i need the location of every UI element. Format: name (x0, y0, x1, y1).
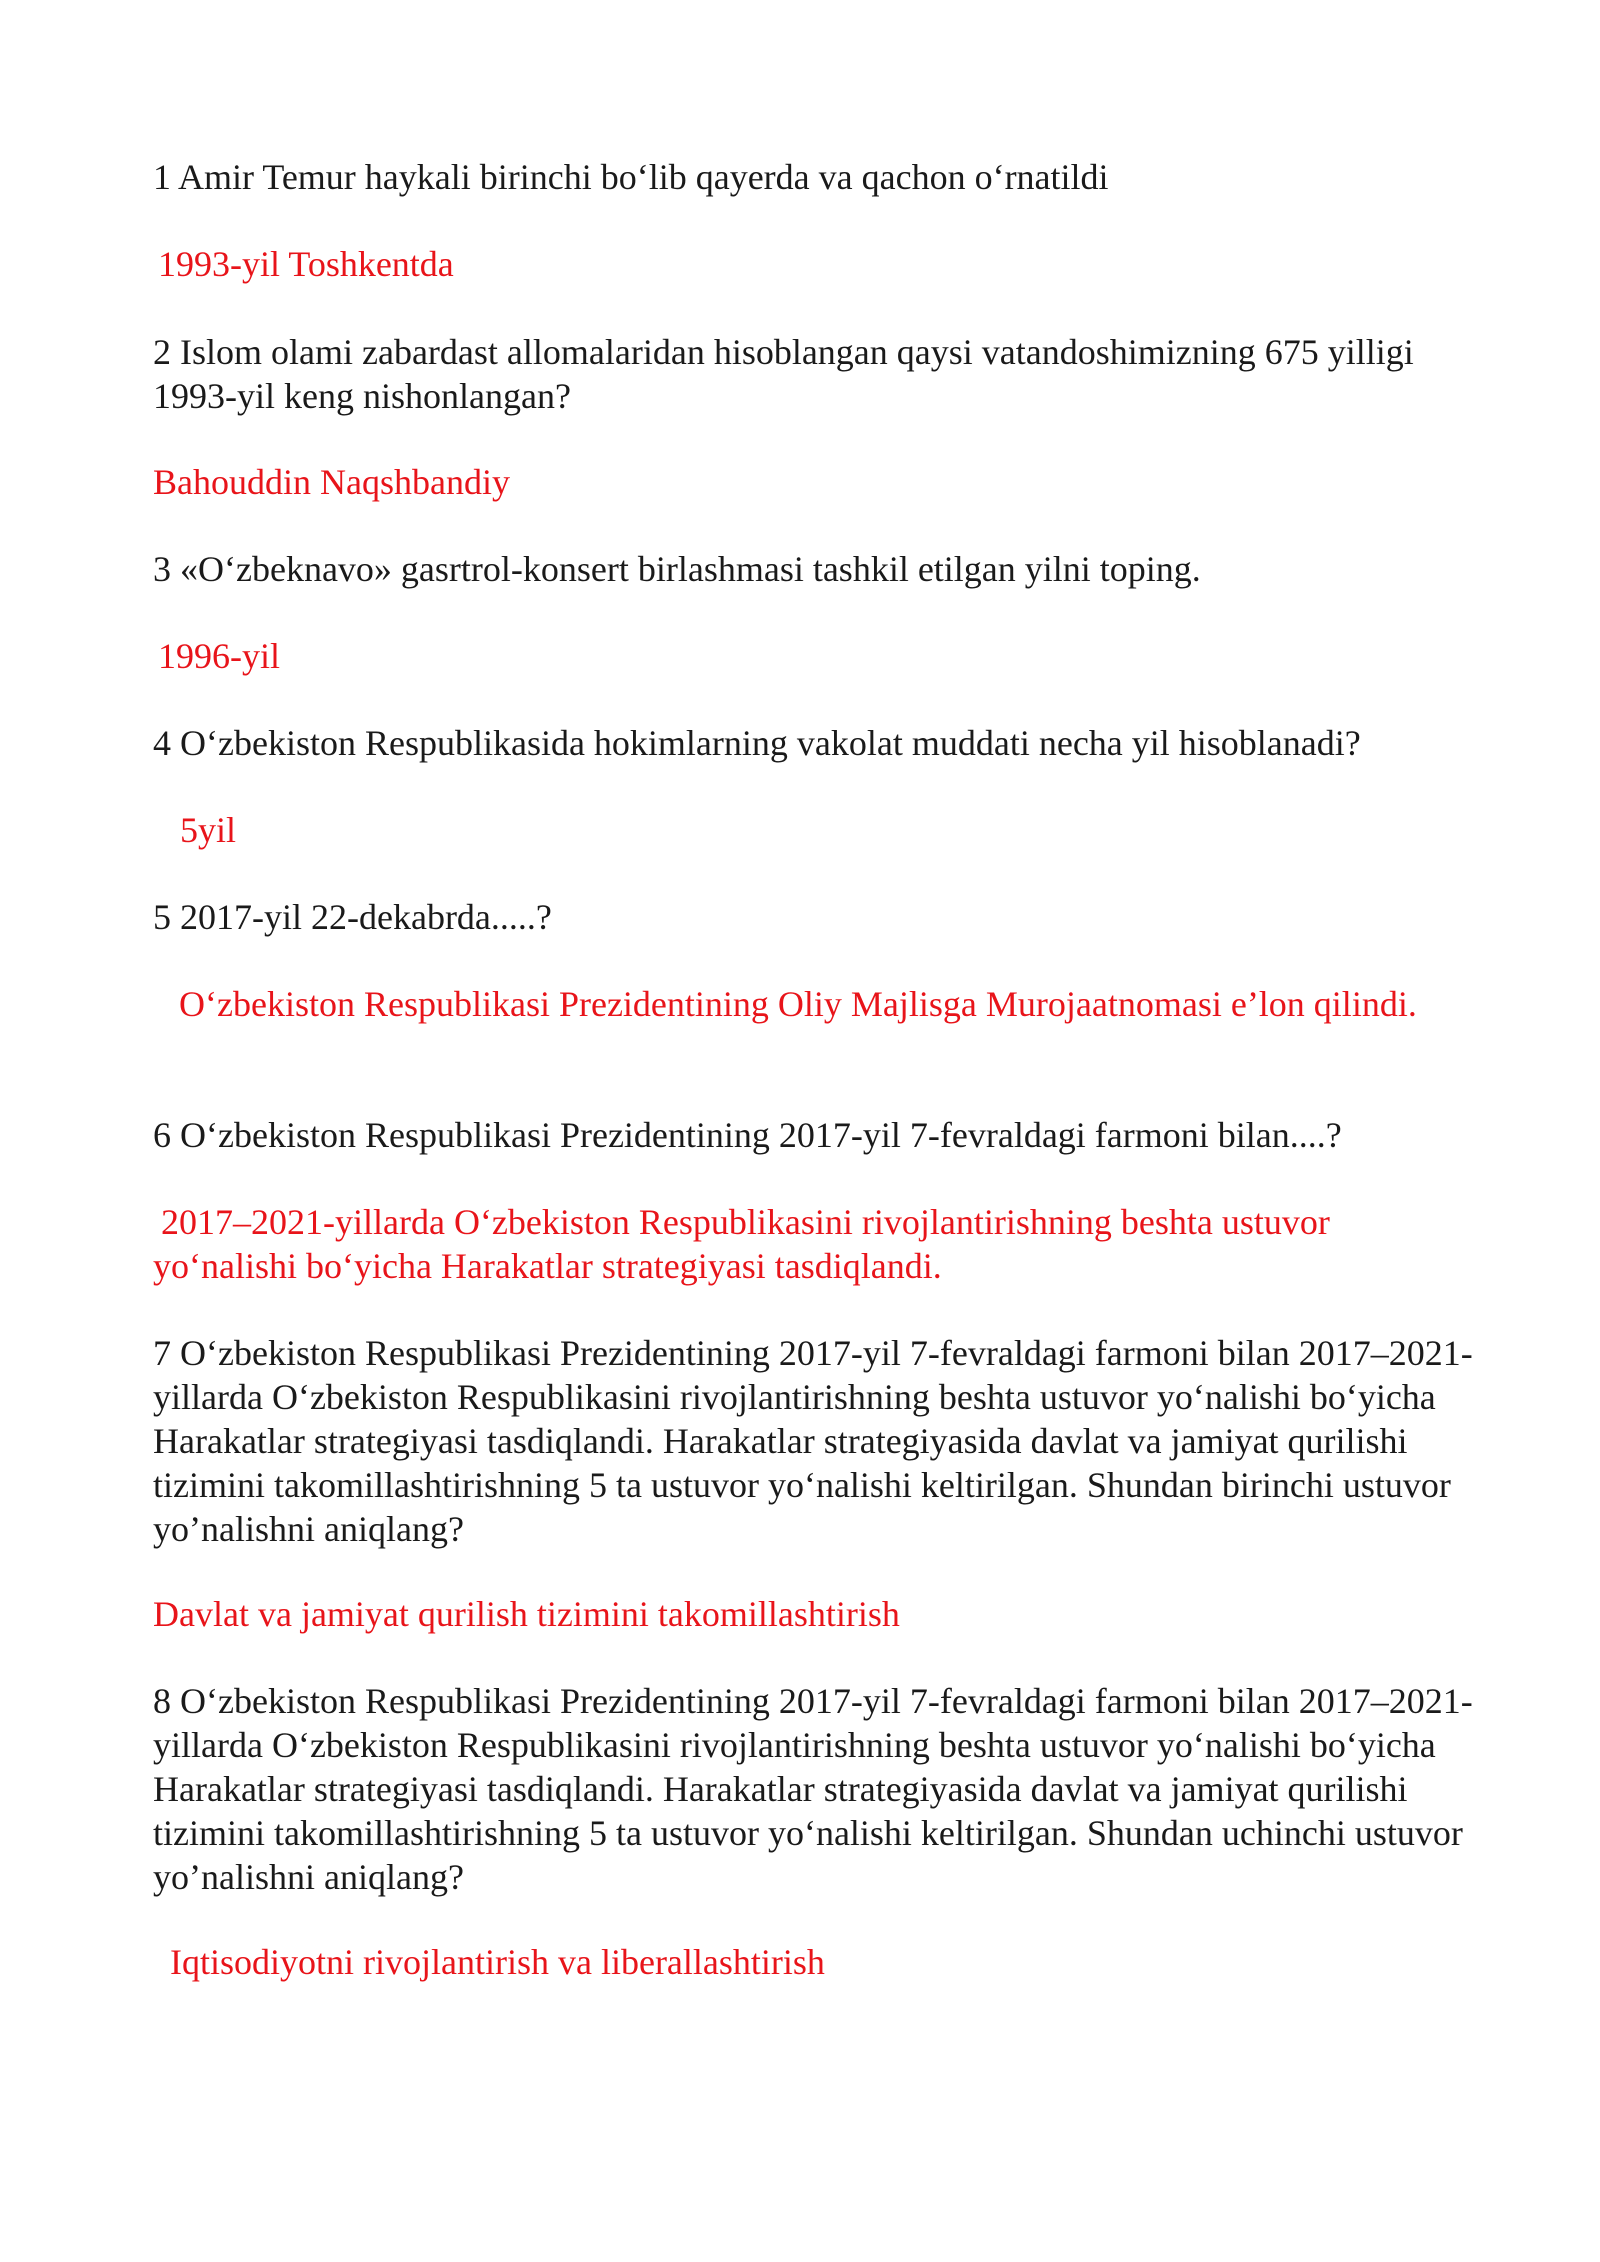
question-1: 1 Amir Temur haykali birinchi boʻlib qayerda va qachon oʻrnatildi (153, 157, 1109, 197)
question-2: 2 Islom olami zabardast allomalaridan hisoblangan qaysi vatandoshimizning 675 yilligi 1993-yil keng nishonlangan? (153, 332, 1414, 416)
answer-8: Iqtisodiyotni rivojlantirish va liberallashtirish (170, 1942, 825, 1982)
answer-2: Bahouddin Naqshbandiy (153, 462, 510, 502)
question-6: 6 Oʻzbekiston Respublikasi Prezidentining 2017-yil 7-fevraldagi farmoni bilan....? (153, 1115, 1342, 1155)
question-7: 7 Oʻzbekiston Respublikasi Prezidentining 2017-yil 7-fevraldagi farmoni bilan 2017–2021-yillarda Oʻzbekiston Respublikasini rivojlantirishning beshta ustuvor yoʻnalishi boʻyicha Harakatlar strategiyasi tasdiqlandi. Harakatlar strategiyasida davlat va jamiyat qurilishi tizimini takomillashtirishning 5 ta ustuvor yoʻnalishi keltirilgan. Shundan birinchi ustuvor yo’nalishni aniqlang? (153, 1333, 1473, 1549)
answer-7: Davlat va jamiyat qurilish tizimini takomillashtirish (153, 1594, 900, 1634)
answer-5: Oʻzbekiston Respublikasi Prezidentining Oliy Majlisga Murojaatnomasi e’lon qilindi. (179, 984, 1417, 1024)
question-4: 4 Oʻzbekiston Respublikasida hokimlarning vakolat muddati necha yil hisoblanadi? (153, 723, 1361, 763)
answer-6: 2017–2021-yillarda Oʻzbekiston Respublikasini rivojlantirishning beshta ustuvor yoʻnalishi boʻyicha Harakatlar strategiyasi tasdiqlandi. (153, 1202, 1330, 1286)
answer-1: 1993-yil Toshkentda (158, 244, 454, 284)
answer-3: 1996-yil (158, 636, 280, 676)
question-5: 5 2017-yil 22-dekabrda.....? (153, 897, 552, 937)
question-8: 8 Oʻzbekiston Respublikasi Prezidentining 2017-yil 7-fevraldagi farmoni bilan 2017–2021-yillarda Oʻzbekiston Respublikasini rivojlantirishning beshta ustuvor yoʻnalishi boʻyicha Harakatlar strategiyasi tasdiqlandi. Harakatlar strategiyasida davlat va jamiyat qurilishi tizimini takomillashtirishning 5 ta ustuvor yoʻnalishi keltirilgan. Shundan uchinchi ustuvor yo’nalishni aniqlang? (153, 1681, 1473, 1897)
answer-4: 5yil (180, 810, 237, 850)
question-3: 3 «Oʻzbeknavo» gasrtrol-konsert birlashmasi tashkil etilgan yilni toping. (153, 549, 1201, 589)
